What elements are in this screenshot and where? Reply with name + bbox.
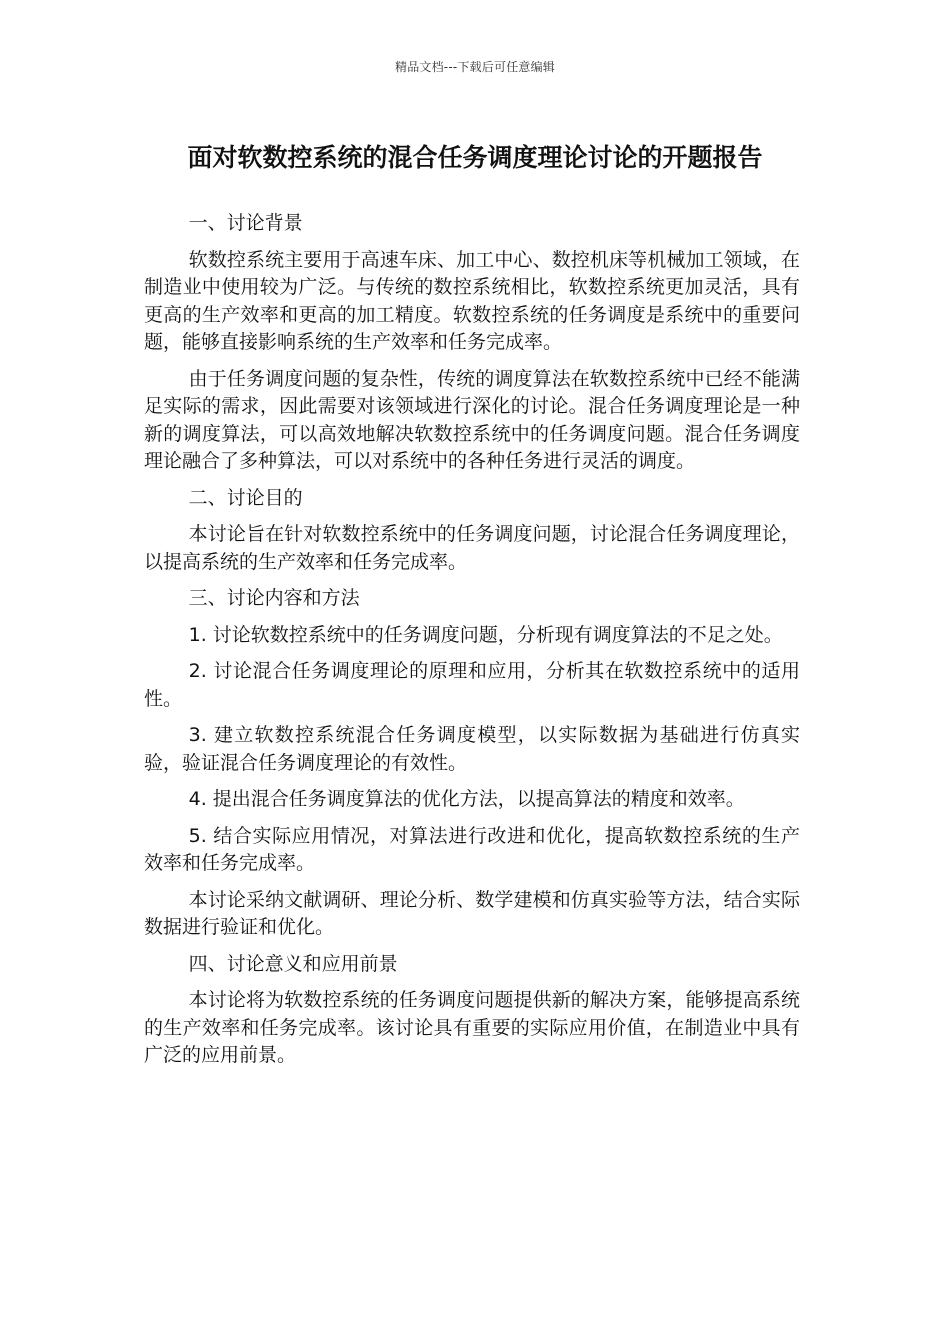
paragraph-background-1: 软数控系统主要用于高速车床、加工中心、数控机床等机械加工领域，在制造业中使用较为广泛。与传统的数控系统相比，软数控系统更加灵活，具有更高的生产效率和更高的加工精度。软数控系统的任务调度是系统中的重要问题，能够直接影响系统的生产效率和任务完成率。 [144,248,800,353]
document-body [144,210,800,1079]
section-heading-purpose: 二、讨论目的 [188,486,303,509]
list-item-content-3: 3. 建立软数控系统混合任务调度模型，以实际数据为基础进行仿真实验，验证混合任务调度理论的有效性。 [144,724,800,774]
list-item-content-2: 2. 讨论混合任务调度理论的原理和应用，分析其在软数控系统中的适用性。 [144,660,800,710]
paragraph-significance-1: 本讨论将为软数控系统的任务调度问题提供新的解决方案，能够提高系统的生产效率和任务完成率。该讨论具有重要的实际应用价值，在制造业中具有广泛的应用前景。 [144,989,800,1066]
paragraph-purpose-1: 本讨论旨在针对软数控系统中的任务调度问题，讨论混合任务调度理论，以提高系统的生产效率和任务完成率。 [144,523,800,573]
paragraph-background-2: 由于任务调度问题的复杂性，传统的调度算法在软数控系统中已经不能满足实际的需求，因此需要对该领域进行深化的讨论。混合任务调度理论是一种新的调度算法，可以高效地解决软数控系统中的任务调度问题。混合任务调度理论融合了多种算法，可以对系统中的各种任务进行灵活的调度。 [144,367,800,472]
list-item-content-4: 4. 提出混合任务调度算法的优化方法，以提高算法的精度和效率。 [188,788,745,810]
section-heading-significance: 四、讨论意义和应用前景 [188,952,398,975]
paragraph-content-method: 本讨论采纳文献调研、理论分析、数学建模和仿真实验等方法，结合实际数据进行验证和优化。 [144,888,800,938]
section-heading-background: 一、讨论背景 [188,212,303,234]
document-title: 面对软数控系统的混合任务调度理论讨论的开题报告 [187,143,763,172]
list-item-content-1: 1. 讨论软数控系统中的任务调度问题，分析现有调度算法的不足之处。 [188,623,783,646]
list-item-content-5: 5. 结合实际应用情况，对算法进行改进和优化，提高软数控系统的生产效率和任务完成率。 [144,824,800,874]
section-heading-content: 三、讨论内容和方法 [188,587,360,609]
header-note: 精品文档---下载后可任意编辑 [395,60,555,74]
